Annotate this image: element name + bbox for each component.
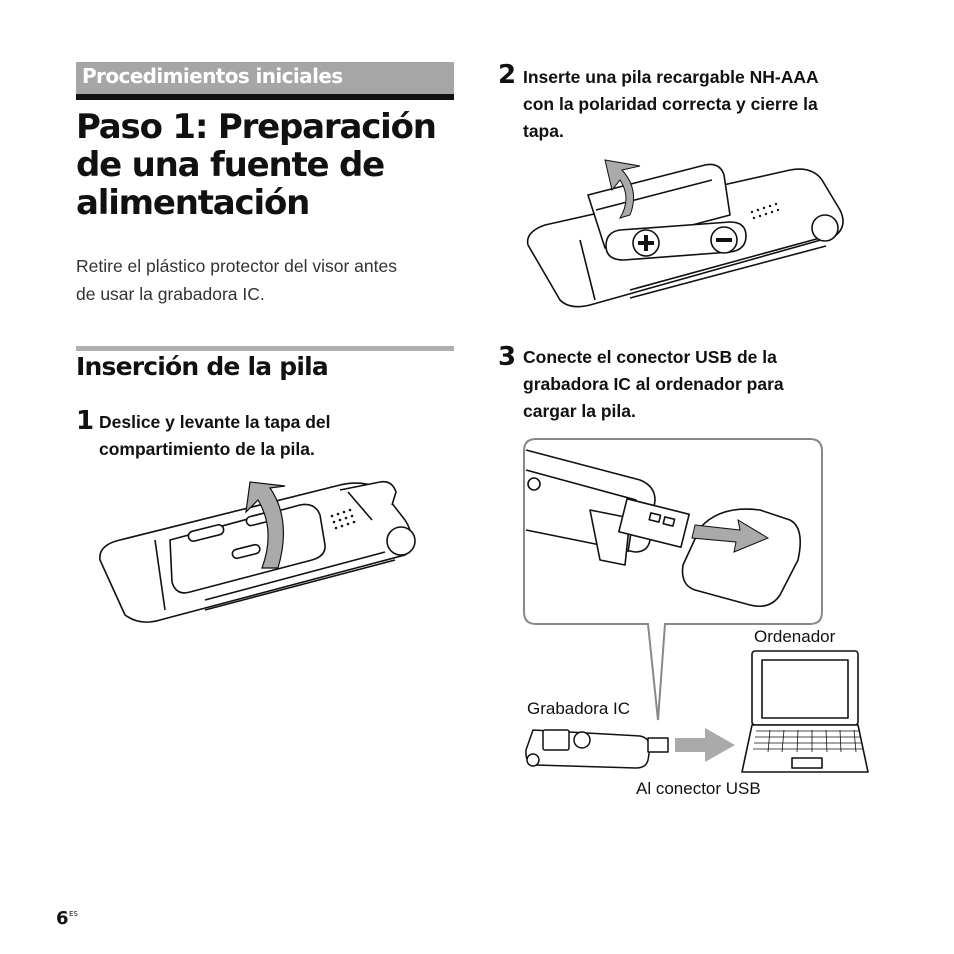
- step-1-number: 1: [76, 406, 95, 436]
- page-language: ES: [69, 910, 78, 918]
- section-label: Procedimientos iniciales: [82, 64, 343, 88]
- usb-label: Al conector USB: [636, 779, 761, 798]
- step-2-number: 2: [498, 60, 517, 90]
- page-number: 6: [56, 908, 69, 929]
- title-line-2: de una fuente de: [76, 145, 385, 185]
- step-1-line-1: Deslice y levante la tapa del: [99, 412, 331, 432]
- recorder-label: Grabadora IC: [527, 699, 630, 718]
- subsection-title: Inserción de la pila: [76, 352, 328, 381]
- title-line-3: alimentación: [76, 183, 310, 223]
- step-2-line-2: con la polaridad correcta y cierre la: [523, 94, 818, 114]
- step-3-line-2: grabadora IC al ordenador para: [523, 374, 784, 394]
- intro-line-1: Retire el plástico protector del visor antes: [76, 256, 397, 276]
- intro-line-2: de usar la grabadora IC.: [76, 284, 265, 304]
- step-1-line-2: compartimiento de la pila.: [99, 439, 315, 459]
- title-line-1: Paso 1: Preparación: [76, 107, 436, 147]
- step-2-line-3: tapa.: [523, 121, 564, 141]
- computer-label: Ordenador: [754, 627, 836, 646]
- step-3-line-1: Conecte el conector USB de la: [523, 347, 777, 367]
- step-3-number: 3: [498, 342, 517, 372]
- step-3-line-3: cargar la pila.: [523, 401, 636, 421]
- step-2-line-1: Inserte una pila recargable NH-AAA: [523, 67, 819, 87]
